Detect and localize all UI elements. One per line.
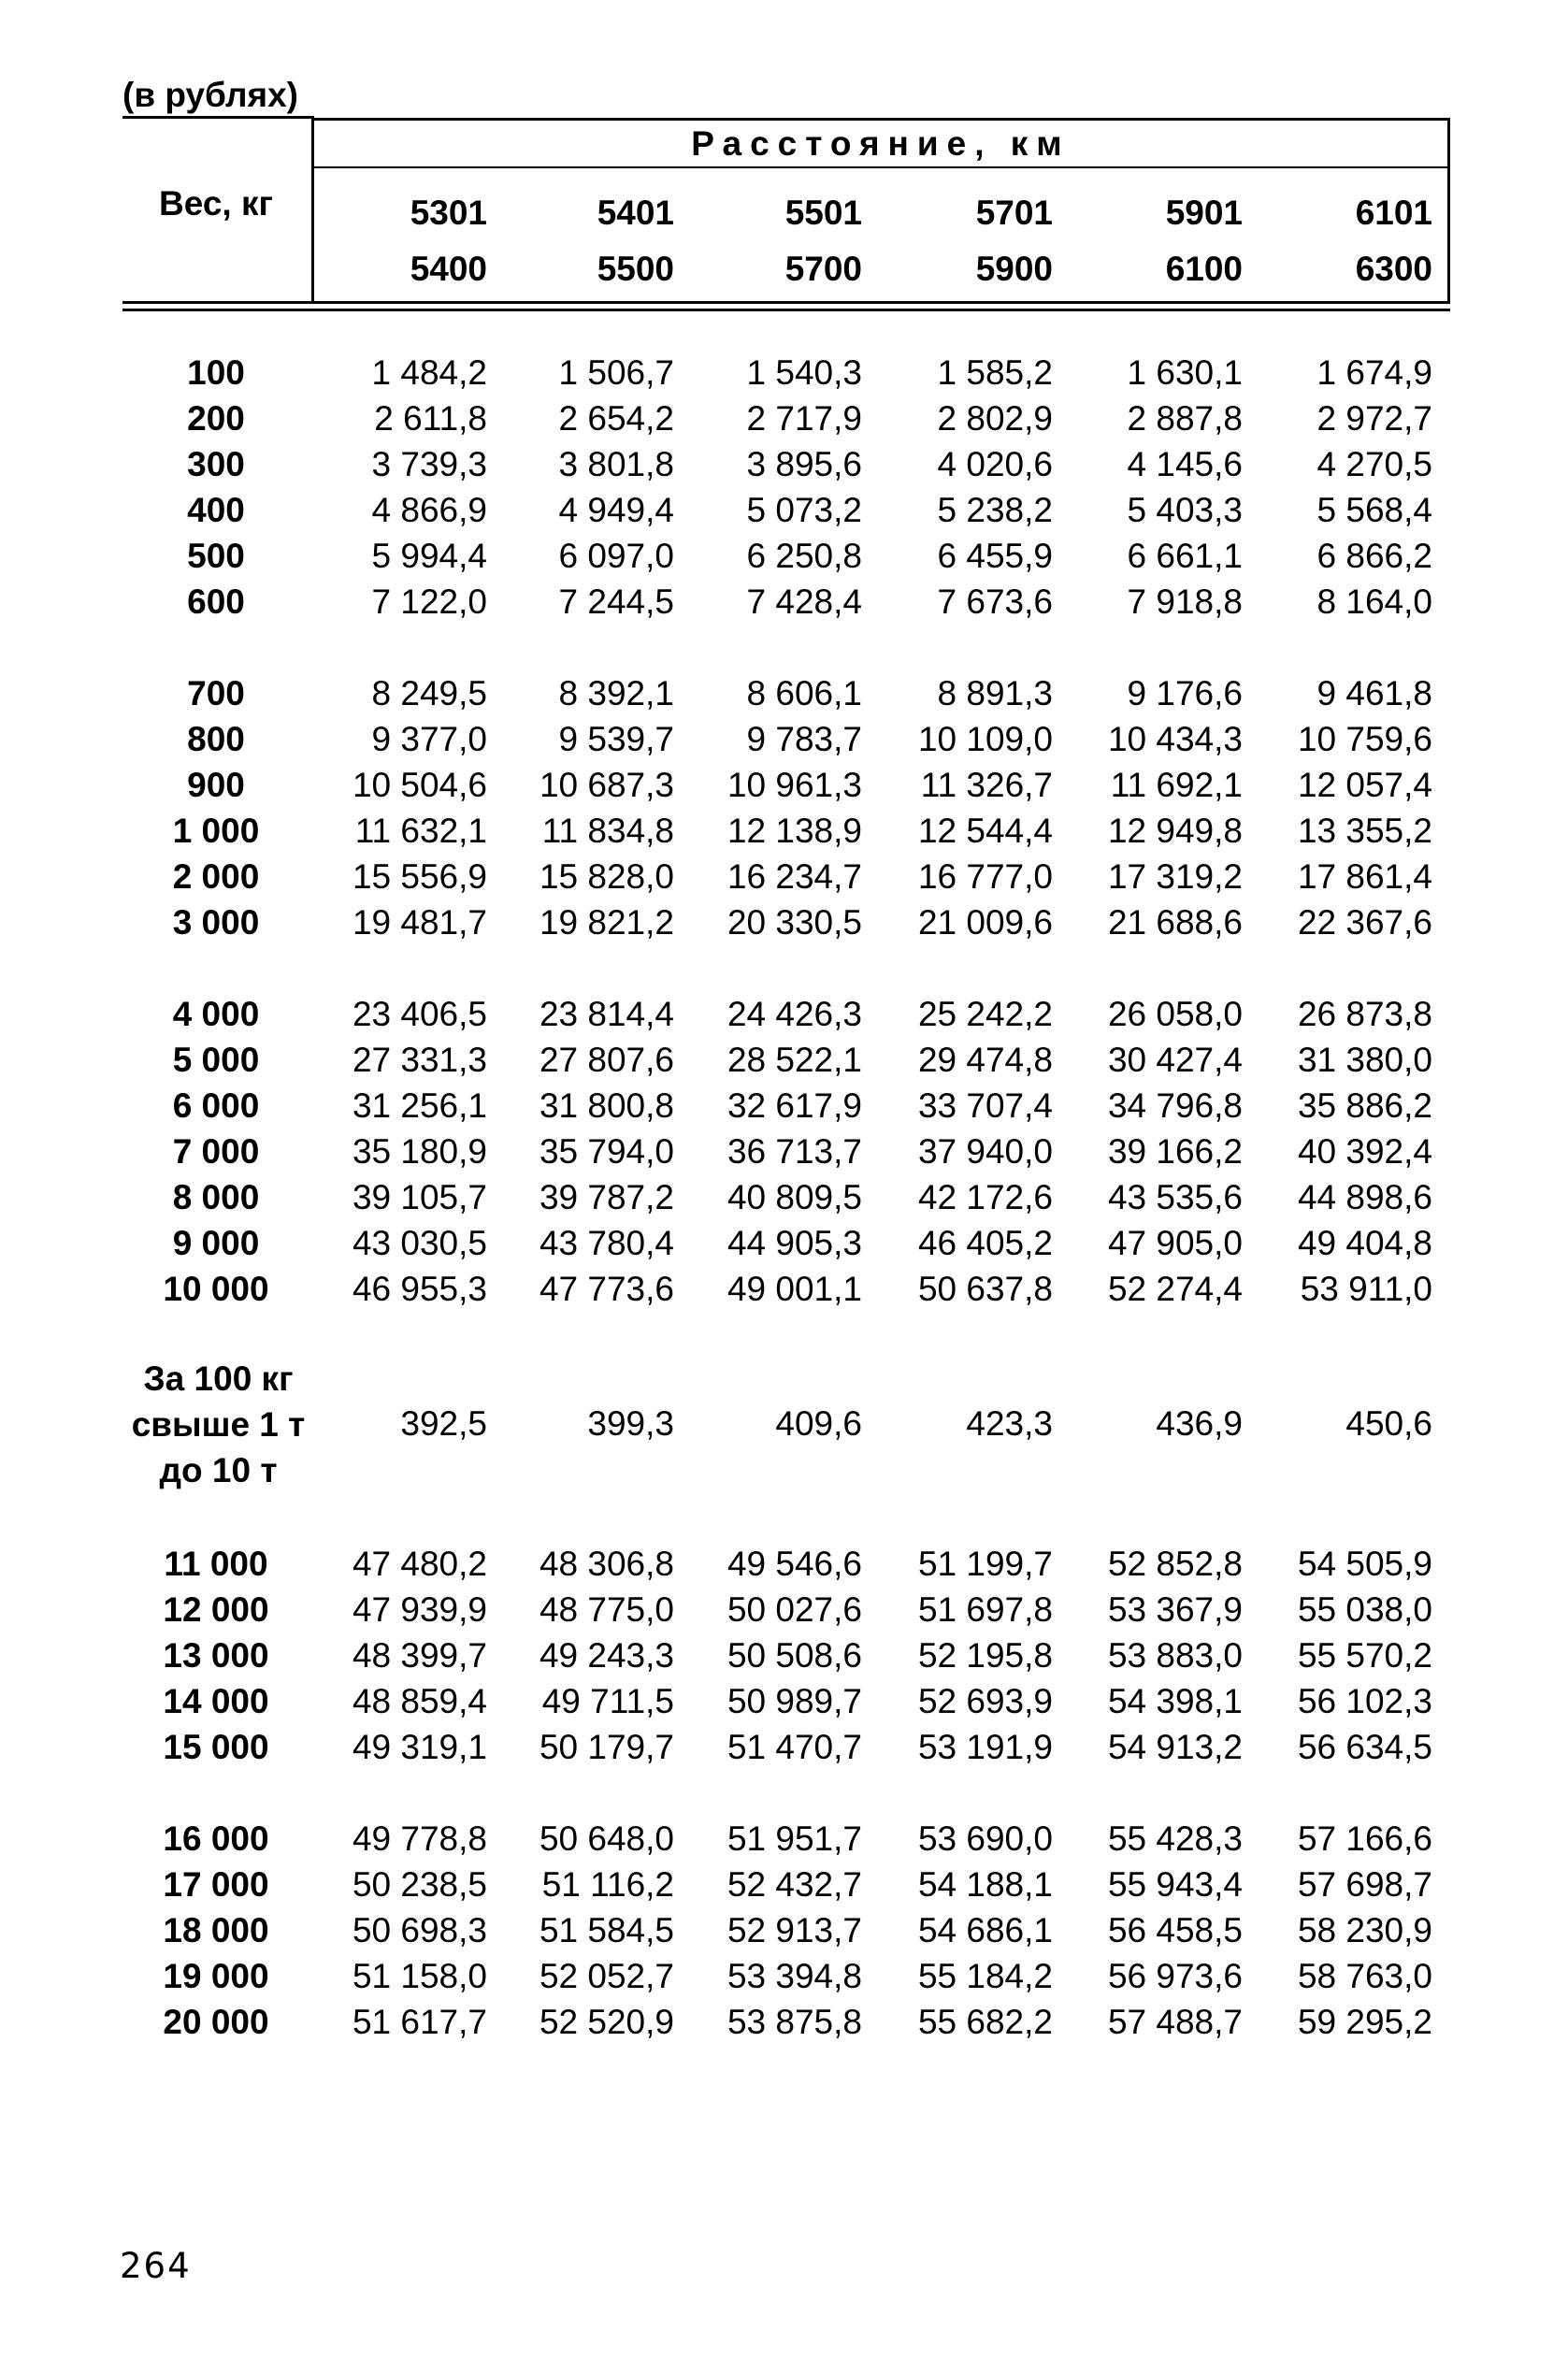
table-row	[122, 1954, 1450, 1999]
price-cell: 21 688,6	[1107, 903, 1243, 942]
price-cell: 8 249,5	[371, 674, 487, 712]
price-cell: 3 895,6	[746, 445, 862, 483]
price-cell: 51 116,2	[541, 1865, 674, 1904]
price-cell: 49 001,1	[726, 1270, 862, 1308]
price-cell: 12 138,9	[726, 812, 862, 850]
per-100kg-value: 392,5	[400, 1404, 487, 1443]
price-cell: 49 778,8	[352, 1819, 487, 1858]
price-cell: 1 484,2	[371, 353, 487, 392]
price-cell: 54 505,9	[1297, 1545, 1432, 1583]
price-cell: 9 539,7	[558, 720, 674, 758]
price-cell: 23 814,4	[539, 995, 674, 1033]
price-cell: 49 243,3	[539, 1636, 674, 1675]
price-cell: 55 184,2	[917, 1957, 1053, 1995]
price-cell: 12 544,4	[917, 812, 1053, 850]
price-cell: 13 355,2	[1297, 812, 1432, 850]
price-cell: 55 943,4	[1107, 1865, 1243, 1904]
price-cell: 44 898,6	[1297, 1178, 1432, 1216]
per-100kg-row	[122, 1356, 1450, 1496]
price-cell: 17 861,4	[1297, 857, 1432, 896]
price-cell: 2 972,7	[1316, 399, 1432, 438]
price-cell: 3 739,3	[371, 445, 487, 483]
price-cell: 4 949,4	[558, 491, 674, 529]
per-100kg-value: 409,6	[775, 1404, 862, 1443]
price-cell: 31 800,8	[539, 1086, 674, 1125]
weight-cell: 15 000	[163, 1728, 269, 1766]
distance-range	[1255, 185, 1432, 297]
price-cell: 25 242,2	[917, 995, 1053, 1033]
unit-note: (в рублях)	[122, 76, 298, 114]
price-cell: 49 546,6	[726, 1545, 862, 1583]
price-cell: 50 027,6	[726, 1590, 862, 1629]
table-row	[122, 1908, 1450, 1953]
price-cell: 35 180,9	[352, 1132, 487, 1171]
price-cell: 5 994,4	[371, 537, 487, 575]
price-cell: 53 883,0	[1107, 1636, 1243, 1675]
weight-cell: 20 000	[163, 2003, 269, 2041]
weight-cell: 18 000	[163, 1911, 269, 1949]
price-cell: 59 295,2	[1297, 2003, 1432, 2041]
table-row	[122, 671, 1450, 716]
price-cell: 54 188,1	[917, 1865, 1053, 1904]
price-cell: 20 330,5	[726, 903, 862, 942]
weight-cell: 900	[187, 766, 245, 804]
price-cell: 52 052,7	[539, 1957, 674, 1995]
price-cell: 50 989,7	[726, 1682, 862, 1720]
price-cell: 40 392,4	[1297, 1132, 1432, 1171]
weight-cell: 17 000	[163, 1865, 269, 1904]
price-cell: 55 428,3	[1107, 1819, 1243, 1858]
per-100kg-label-line: свыше 1 т	[131, 1405, 306, 1444]
price-cell: 56 458,5	[1107, 1911, 1243, 1949]
price-cell: 52 432,7	[726, 1865, 862, 1904]
weight-cell: 700	[187, 674, 245, 712]
table-row	[122, 717, 1450, 762]
price-cell: 8 891,3	[937, 674, 1053, 712]
table-row	[122, 1267, 1450, 1312]
price-cell: 51 951,7	[726, 1819, 862, 1858]
price-cell: 47 939,9	[352, 1590, 487, 1629]
weight-cell: 19 000	[163, 1957, 269, 1995]
price-cell: 53 875,8	[726, 2003, 862, 2041]
weight-cell: 7 000	[172, 1132, 260, 1171]
price-cell: 46 405,2	[917, 1224, 1053, 1262]
price-cell: 11 632,1	[354, 812, 487, 850]
weight-cell: 10 000	[163, 1270, 269, 1308]
price-cell: 51 697,8	[917, 1590, 1053, 1629]
price-cell: 8 392,1	[558, 674, 674, 712]
price-cell: 2 654,2	[558, 399, 674, 438]
price-cell: 17 319,2	[1107, 857, 1243, 896]
price-cell: 55 570,2	[1297, 1636, 1432, 1675]
price-cell: 5 568,4	[1316, 491, 1432, 529]
price-cell: 10 109,0	[917, 720, 1053, 758]
price-cell: 54 686,1	[917, 1911, 1053, 1949]
price-cell: 6 097,0	[558, 537, 674, 575]
table-row	[122, 1221, 1450, 1266]
price-cell: 37 940,0	[917, 1132, 1053, 1171]
table-row	[122, 1633, 1450, 1678]
price-cell: 10 961,3	[726, 766, 862, 804]
price-cell: 52 913,7	[726, 1911, 862, 1949]
distance-range	[1065, 185, 1243, 297]
table-row	[122, 1129, 1450, 1174]
price-cell: 1 506,7	[558, 353, 674, 392]
distance-header: Расстояние, км	[691, 124, 1071, 163]
price-cell: 31 380,0	[1297, 1041, 1432, 1079]
table-row	[122, 855, 1450, 899]
table-row	[122, 534, 1450, 579]
price-cell: 11 326,7	[920, 766, 1053, 804]
price-cell: 19 481,7	[352, 903, 487, 942]
price-cell: 49 319,1	[352, 1728, 487, 1766]
price-cell: 55 682,2	[917, 2003, 1053, 2041]
price-cell: 44 905,3	[726, 1224, 862, 1262]
price-cell: 52 520,9	[539, 2003, 674, 2041]
weight-cell: 8 000	[172, 1178, 260, 1216]
price-cell: 2 717,9	[746, 399, 862, 438]
price-cell: 56 102,3	[1297, 1682, 1432, 1720]
price-cell: 51 199,7	[917, 1545, 1053, 1583]
price-cell: 53 911,0	[1300, 1270, 1432, 1308]
weight-header: Вес, кг	[159, 184, 273, 223]
price-cell: 7 673,6	[937, 582, 1053, 621]
price-cell: 27 331,3	[352, 1041, 487, 1079]
price-cell: 27 807,6	[539, 1041, 674, 1079]
range-from: 5301	[410, 194, 487, 232]
range-to: 6300	[1355, 250, 1432, 288]
price-cell: 5 403,3	[1127, 491, 1243, 529]
weight-cell: 200	[187, 399, 245, 438]
price-cell: 54 913,2	[1107, 1728, 1243, 1766]
price-cell: 3 801,8	[558, 445, 674, 483]
table-row	[122, 1542, 1450, 1587]
table-row	[122, 809, 1450, 854]
price-cell: 39 166,2	[1107, 1132, 1243, 1171]
price-cell: 5 073,2	[746, 491, 862, 529]
weight-cell: 2 000	[172, 857, 260, 896]
price-cell: 43 535,6	[1107, 1178, 1243, 1216]
per-100kg-value: 450,6	[1345, 1404, 1432, 1443]
price-cell: 53 367,9	[1107, 1590, 1243, 1629]
price-cell: 1 630,1	[1127, 353, 1243, 392]
price-cell: 7 918,8	[1127, 582, 1243, 621]
price-cell: 48 775,0	[539, 1590, 674, 1629]
weight-cell: 14 000	[163, 1682, 269, 1720]
weight-cell: 16 000	[163, 1819, 269, 1858]
price-cell: 46 955,3	[352, 1270, 487, 1308]
price-cell: 10 687,3	[539, 766, 674, 804]
price-cell: 8 606,1	[746, 674, 862, 712]
price-cell: 42 172,6	[917, 1178, 1053, 1216]
range-from: 5901	[1165, 194, 1243, 232]
price-cell: 4 866,9	[371, 491, 487, 529]
table-row	[122, 442, 1450, 487]
range-from: 6101	[1355, 194, 1432, 232]
range-to: 5400	[410, 250, 487, 288]
header-bottom-rule	[122, 301, 1450, 304]
price-cell: 33 707,4	[917, 1086, 1053, 1125]
weight-cell: 600	[187, 582, 245, 621]
per-100kg-label	[122, 1356, 314, 1493]
table-row	[122, 1725, 1450, 1770]
price-cell: 43 780,4	[539, 1224, 674, 1262]
table-row	[122, 351, 1450, 396]
price-cell: 4 020,6	[937, 445, 1053, 483]
table-row	[122, 1862, 1450, 1907]
price-cell: 52 195,8	[917, 1636, 1053, 1675]
per-100kg-value: 436,9	[1156, 1404, 1243, 1443]
price-cell: 57 166,6	[1297, 1819, 1432, 1858]
range-to: 6100	[1165, 250, 1243, 288]
price-cell: 4 270,5	[1316, 445, 1432, 483]
price-cell: 48 399,7	[352, 1636, 487, 1675]
price-cell: 2 802,9	[937, 399, 1053, 438]
weight-cell: 1 000	[172, 812, 260, 850]
price-cell: 36 713,7	[726, 1132, 862, 1171]
weight-cell: 11 000	[164, 1545, 268, 1583]
price-cell: 7 428,4	[746, 582, 862, 621]
table-row	[122, 763, 1450, 808]
price-cell: 53 394,8	[726, 1957, 862, 1995]
price-cell: 39 787,2	[539, 1178, 674, 1216]
price-cell: 51 584,5	[539, 1911, 674, 1949]
price-cell: 55 038,0	[1297, 1590, 1432, 1629]
price-cell: 50 698,3	[352, 1911, 487, 1949]
price-cell: 49 404,8	[1297, 1224, 1432, 1262]
price-cell: 5 238,2	[937, 491, 1053, 529]
price-cell: 53 690,0	[917, 1819, 1053, 1858]
table-row	[122, 1679, 1450, 1724]
price-cell: 51 617,7	[352, 2003, 487, 2041]
price-cell: 30 427,4	[1107, 1041, 1243, 1079]
range-to: 5700	[784, 250, 862, 288]
price-cell: 6 866,2	[1316, 537, 1432, 575]
price-cell: 12 949,8	[1107, 812, 1243, 850]
price-cell: 58 230,9	[1297, 1911, 1432, 1949]
price-cell: 57 488,7	[1107, 2003, 1243, 2041]
table-row	[122, 1175, 1450, 1220]
price-cell: 10 759,6	[1297, 720, 1432, 758]
price-cell: 11 834,8	[541, 812, 674, 850]
price-cell: 52 852,8	[1107, 1545, 1243, 1583]
price-cell: 40 809,5	[726, 1178, 862, 1216]
weight-cell: 9 000	[172, 1224, 260, 1262]
distance-range	[875, 185, 1053, 297]
weight-cell: 3 000	[172, 903, 260, 942]
weight-cell: 12 000	[163, 1590, 269, 1629]
price-cell: 23 406,5	[352, 995, 487, 1033]
price-cell: 26 873,8	[1297, 995, 1432, 1033]
weight-cell: 13 000	[163, 1636, 269, 1675]
price-cell: 50 179,7	[539, 1728, 674, 1766]
price-cell: 51 158,0	[352, 1957, 487, 1995]
price-cell: 6 661,1	[1127, 537, 1243, 575]
price-cell: 15 556,9	[352, 857, 487, 896]
per-100kg-label-line: За 100 кг	[143, 1359, 294, 1398]
price-cell: 53 191,9	[917, 1728, 1053, 1766]
price-cell: 48 859,4	[352, 1682, 487, 1720]
price-cell: 11 692,1	[1110, 766, 1243, 804]
price-cell: 31 256,1	[352, 1086, 487, 1125]
price-cell: 57 698,7	[1297, 1865, 1432, 1904]
price-cell: 50 508,6	[726, 1636, 862, 1675]
header-middle-rule	[314, 166, 1450, 168]
price-cell: 26 058,0	[1107, 995, 1243, 1033]
table-row	[122, 580, 1450, 625]
weight-cell: 800	[187, 720, 245, 758]
weight-cell: 500	[187, 537, 245, 575]
price-cell: 48 306,8	[539, 1545, 674, 1583]
price-cell: 56 634,5	[1297, 1728, 1432, 1766]
price-cell: 4 145,6	[1127, 445, 1243, 483]
price-cell: 50 637,8	[917, 1270, 1053, 1308]
price-cell: 1 585,2	[937, 353, 1053, 392]
table-row	[122, 1588, 1450, 1632]
price-cell: 47 773,6	[539, 1270, 674, 1308]
price-cell: 9 176,6	[1127, 674, 1243, 712]
price-cell: 22 367,6	[1297, 903, 1432, 942]
distance-range	[309, 185, 487, 297]
price-cell: 28 522,1	[726, 1041, 862, 1079]
range-to: 5500	[597, 250, 674, 288]
price-cell: 51 470,7	[726, 1728, 862, 1766]
table-row	[122, 900, 1450, 945]
price-cell: 49 711,5	[541, 1682, 674, 1720]
price-cell: 16 234,7	[726, 857, 862, 896]
price-cell: 21 009,6	[917, 903, 1053, 942]
price-cell: 9 377,0	[371, 720, 487, 758]
price-cell: 34 796,8	[1107, 1086, 1243, 1125]
price-cell: 35 794,0	[539, 1132, 674, 1171]
distance-range	[496, 185, 674, 297]
range-from: 5501	[784, 194, 862, 232]
range-from: 5401	[597, 194, 674, 232]
range-to: 5900	[975, 250, 1053, 288]
price-cell: 58 763,0	[1297, 1957, 1432, 1995]
price-cell: 15 828,0	[539, 857, 674, 896]
price-cell: 2 611,8	[374, 399, 487, 438]
table-row	[122, 1817, 1450, 1862]
price-cell: 7 244,5	[558, 582, 674, 621]
price-cell: 16 777,0	[917, 857, 1053, 896]
price-cell: 6 455,9	[937, 537, 1053, 575]
price-cell: 29 474,8	[917, 1041, 1053, 1079]
price-cell: 24 426,3	[726, 995, 862, 1033]
weight-cell: 300	[187, 445, 245, 483]
distance-range	[684, 185, 862, 297]
page-number: 264	[120, 2246, 192, 2286]
price-cell: 1 674,9	[1316, 353, 1432, 392]
per-100kg-label-line: до 10 т	[159, 1451, 278, 1489]
price-cell: 52 693,9	[917, 1682, 1053, 1720]
weight-cell: 4 000	[172, 995, 260, 1033]
price-cell: 47 905,0	[1107, 1224, 1243, 1262]
table-row	[122, 1038, 1450, 1083]
table-row	[122, 1084, 1450, 1129]
price-cell: 39 105,7	[352, 1178, 487, 1216]
weight-cell: 6 000	[172, 1086, 260, 1125]
price-cell: 50 648,0	[539, 1819, 674, 1858]
table-row	[122, 992, 1450, 1037]
price-cell: 10 434,3	[1107, 720, 1243, 758]
per-100kg-value: 423,3	[966, 1404, 1053, 1443]
price-cell: 56 973,6	[1107, 1957, 1243, 1995]
table-row	[122, 2000, 1450, 2045]
per-100kg-value: 399,3	[587, 1404, 674, 1443]
weight-cell: 400	[187, 491, 245, 529]
weight-cell: 100	[187, 353, 245, 392]
price-cell: 7 122,0	[371, 582, 487, 621]
header-bottom-rule-double	[122, 309, 1450, 311]
table-header	[122, 118, 1450, 305]
price-cell: 6 250,8	[746, 537, 862, 575]
price-cell: 9 461,8	[1316, 674, 1432, 712]
table-row	[122, 396, 1450, 441]
price-cell: 35 886,2	[1297, 1086, 1432, 1125]
price-cell: 47 480,2	[352, 1545, 487, 1583]
price-cell: 50 238,5	[352, 1865, 487, 1904]
price-cell: 9 783,7	[746, 720, 862, 758]
price-cell: 54 398,1	[1107, 1682, 1243, 1720]
price-cell: 2 887,8	[1127, 399, 1243, 438]
price-cell: 19 821,2	[539, 903, 674, 942]
price-cell: 12 057,4	[1297, 766, 1432, 804]
weight-cell: 5 000	[172, 1041, 260, 1079]
price-cell: 32 617,9	[726, 1086, 862, 1125]
price-cell: 1 540,3	[746, 353, 862, 392]
price-cell: 43 030,5	[352, 1224, 487, 1262]
table-row	[122, 488, 1450, 533]
range-from: 5701	[975, 194, 1053, 232]
price-cell: 10 504,6	[352, 766, 487, 804]
header-right-rule	[1447, 118, 1450, 301]
price-cell: 52 274,4	[1107, 1270, 1243, 1308]
price-cell: 8 164,0	[1316, 582, 1432, 621]
